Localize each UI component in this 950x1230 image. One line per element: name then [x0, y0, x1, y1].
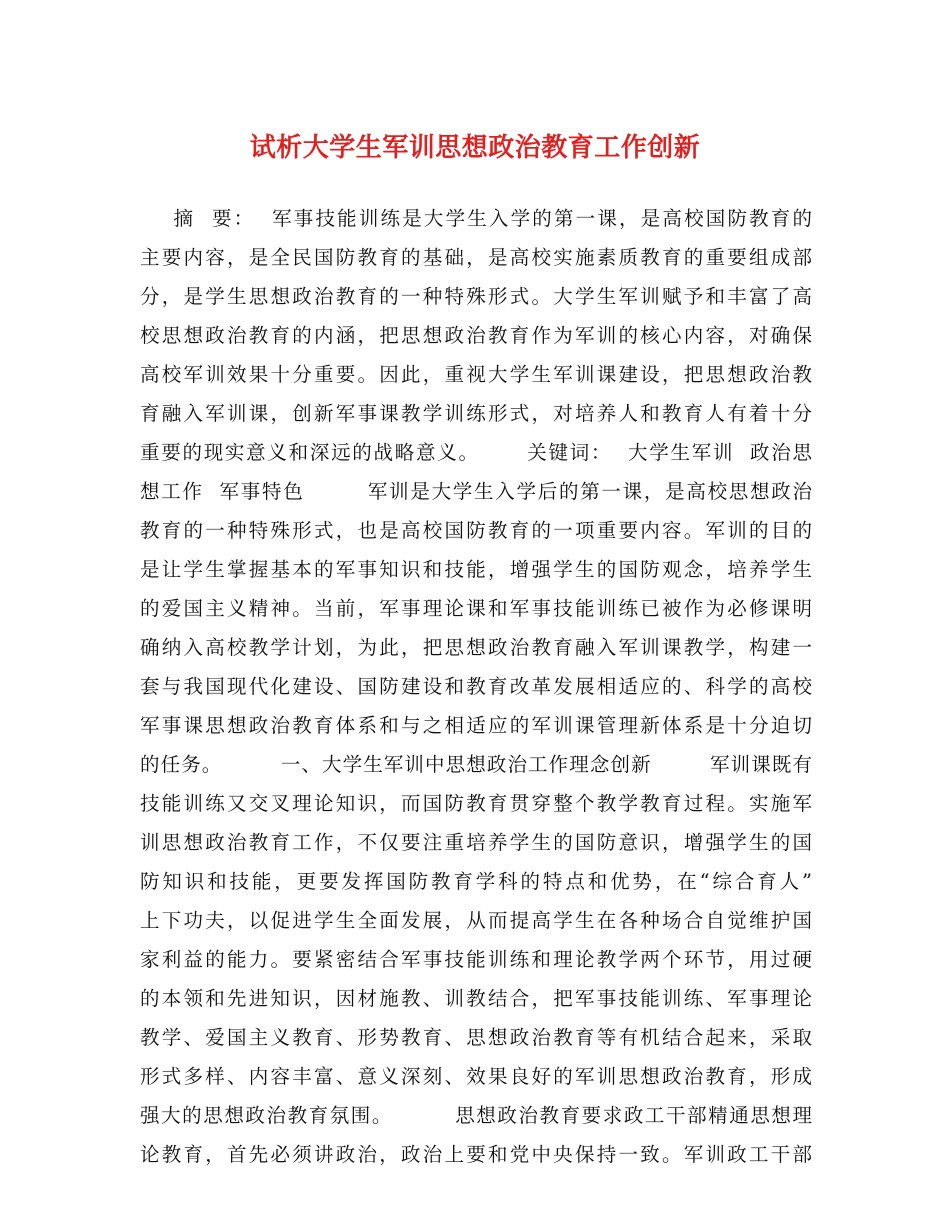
- text-line: 套与我国现代化建设、国防建设和教育改革发展相适应的、科学的高校: [140, 675, 812, 698]
- text-line: 上下功夫，以促进学生全面发展，从而提高学生在各种场合自觉维护国: [140, 909, 812, 932]
- text-line: 校思想政治教育的内涵，把思想政治教育作为军训的核心内容，对确保: [140, 324, 812, 347]
- text-line: 的任务。 一、大学生军训中思想政治工作理念创新 军训课既有: [140, 753, 812, 776]
- text-line: 教学、爱国主义教育、形势教育、思想政治教育等有机结合起来，采取: [140, 1026, 812, 1049]
- text-line: 技能训练又交叉理论知识，而国防教育贯穿整个教学教育过程。实施军: [140, 792, 812, 815]
- text-line: 育融入军训课，创新军事课教学训练形式，对培养人和教育人有着十分: [140, 402, 812, 425]
- text-line: 论教育，首先必须讲政治，政治上要和党中央保持一致。军训政工干部: [140, 1143, 812, 1166]
- text-line: 重要的现实意义和深远的战略意义。 关键词： 大学生军训 政治思: [140, 441, 812, 464]
- text-line: 的本领和先进知识，因材施教、训教结合，把军事技能训练、军事理论: [140, 987, 812, 1010]
- document-title: 试析大学生军训思想政治教育工作创新: [249, 133, 701, 163]
- text-line: 摘 要： 军事技能训练是大学生入学的第一课，是高校国防教育的: [140, 207, 812, 230]
- text-line: 形式多样、内容丰富、意义深刻、效果良好的军训思想政治教育，形成: [140, 1065, 812, 1088]
- text-line: 分，是学生思想政治教育的一种特殊形式。大学生军训赋予和丰富了高: [140, 285, 812, 308]
- text-line: 强大的思想政治教育氛围。 思想政治教育要求政工干部精通思想理: [140, 1104, 812, 1127]
- text-line: 防知识和技能，更要发挥国防教育学科的特点和优势，在“综合育人”: [140, 870, 812, 893]
- text-line: 教育的一种特殊形式，也是高校国防教育的一项重要内容。军训的目的: [140, 519, 812, 542]
- text-line: 主要内容，是全民国防教育的基础，是高校实施素质教育的重要组成部: [140, 246, 812, 269]
- text-line: 军事课思想政治教育体系和与之相适应的军训课管理新体系是十分迫切: [140, 714, 812, 737]
- text-line: 高校军训效果十分重要。因此，重视大学生军训课建设，把思想政治教: [140, 363, 812, 386]
- text-line: 想工作 军事特色 军训是大学生入学后的第一课，是高校思想政治: [140, 480, 812, 503]
- document-body: [140, 199, 812, 1174]
- text-line: 家利益的能力。要紧密结合军事技能训练和理论教学两个环节，用过硬: [140, 948, 812, 971]
- text-line: 的爱国主义精神。当前，军事理论课和军事技能训练已被作为必修课明: [140, 597, 812, 620]
- text-line: 确纳入高校教学计划，为此，把思想政治教育融入军训课教学，构建一: [140, 636, 812, 659]
- text-line: 训思想政治教育工作，不仅要注重培养学生的国防意识，增强学生的国: [140, 831, 812, 854]
- text-line: 是让学生掌握基本的军事知识和技能，增强学生的国防观念，培养学生: [140, 558, 812, 581]
